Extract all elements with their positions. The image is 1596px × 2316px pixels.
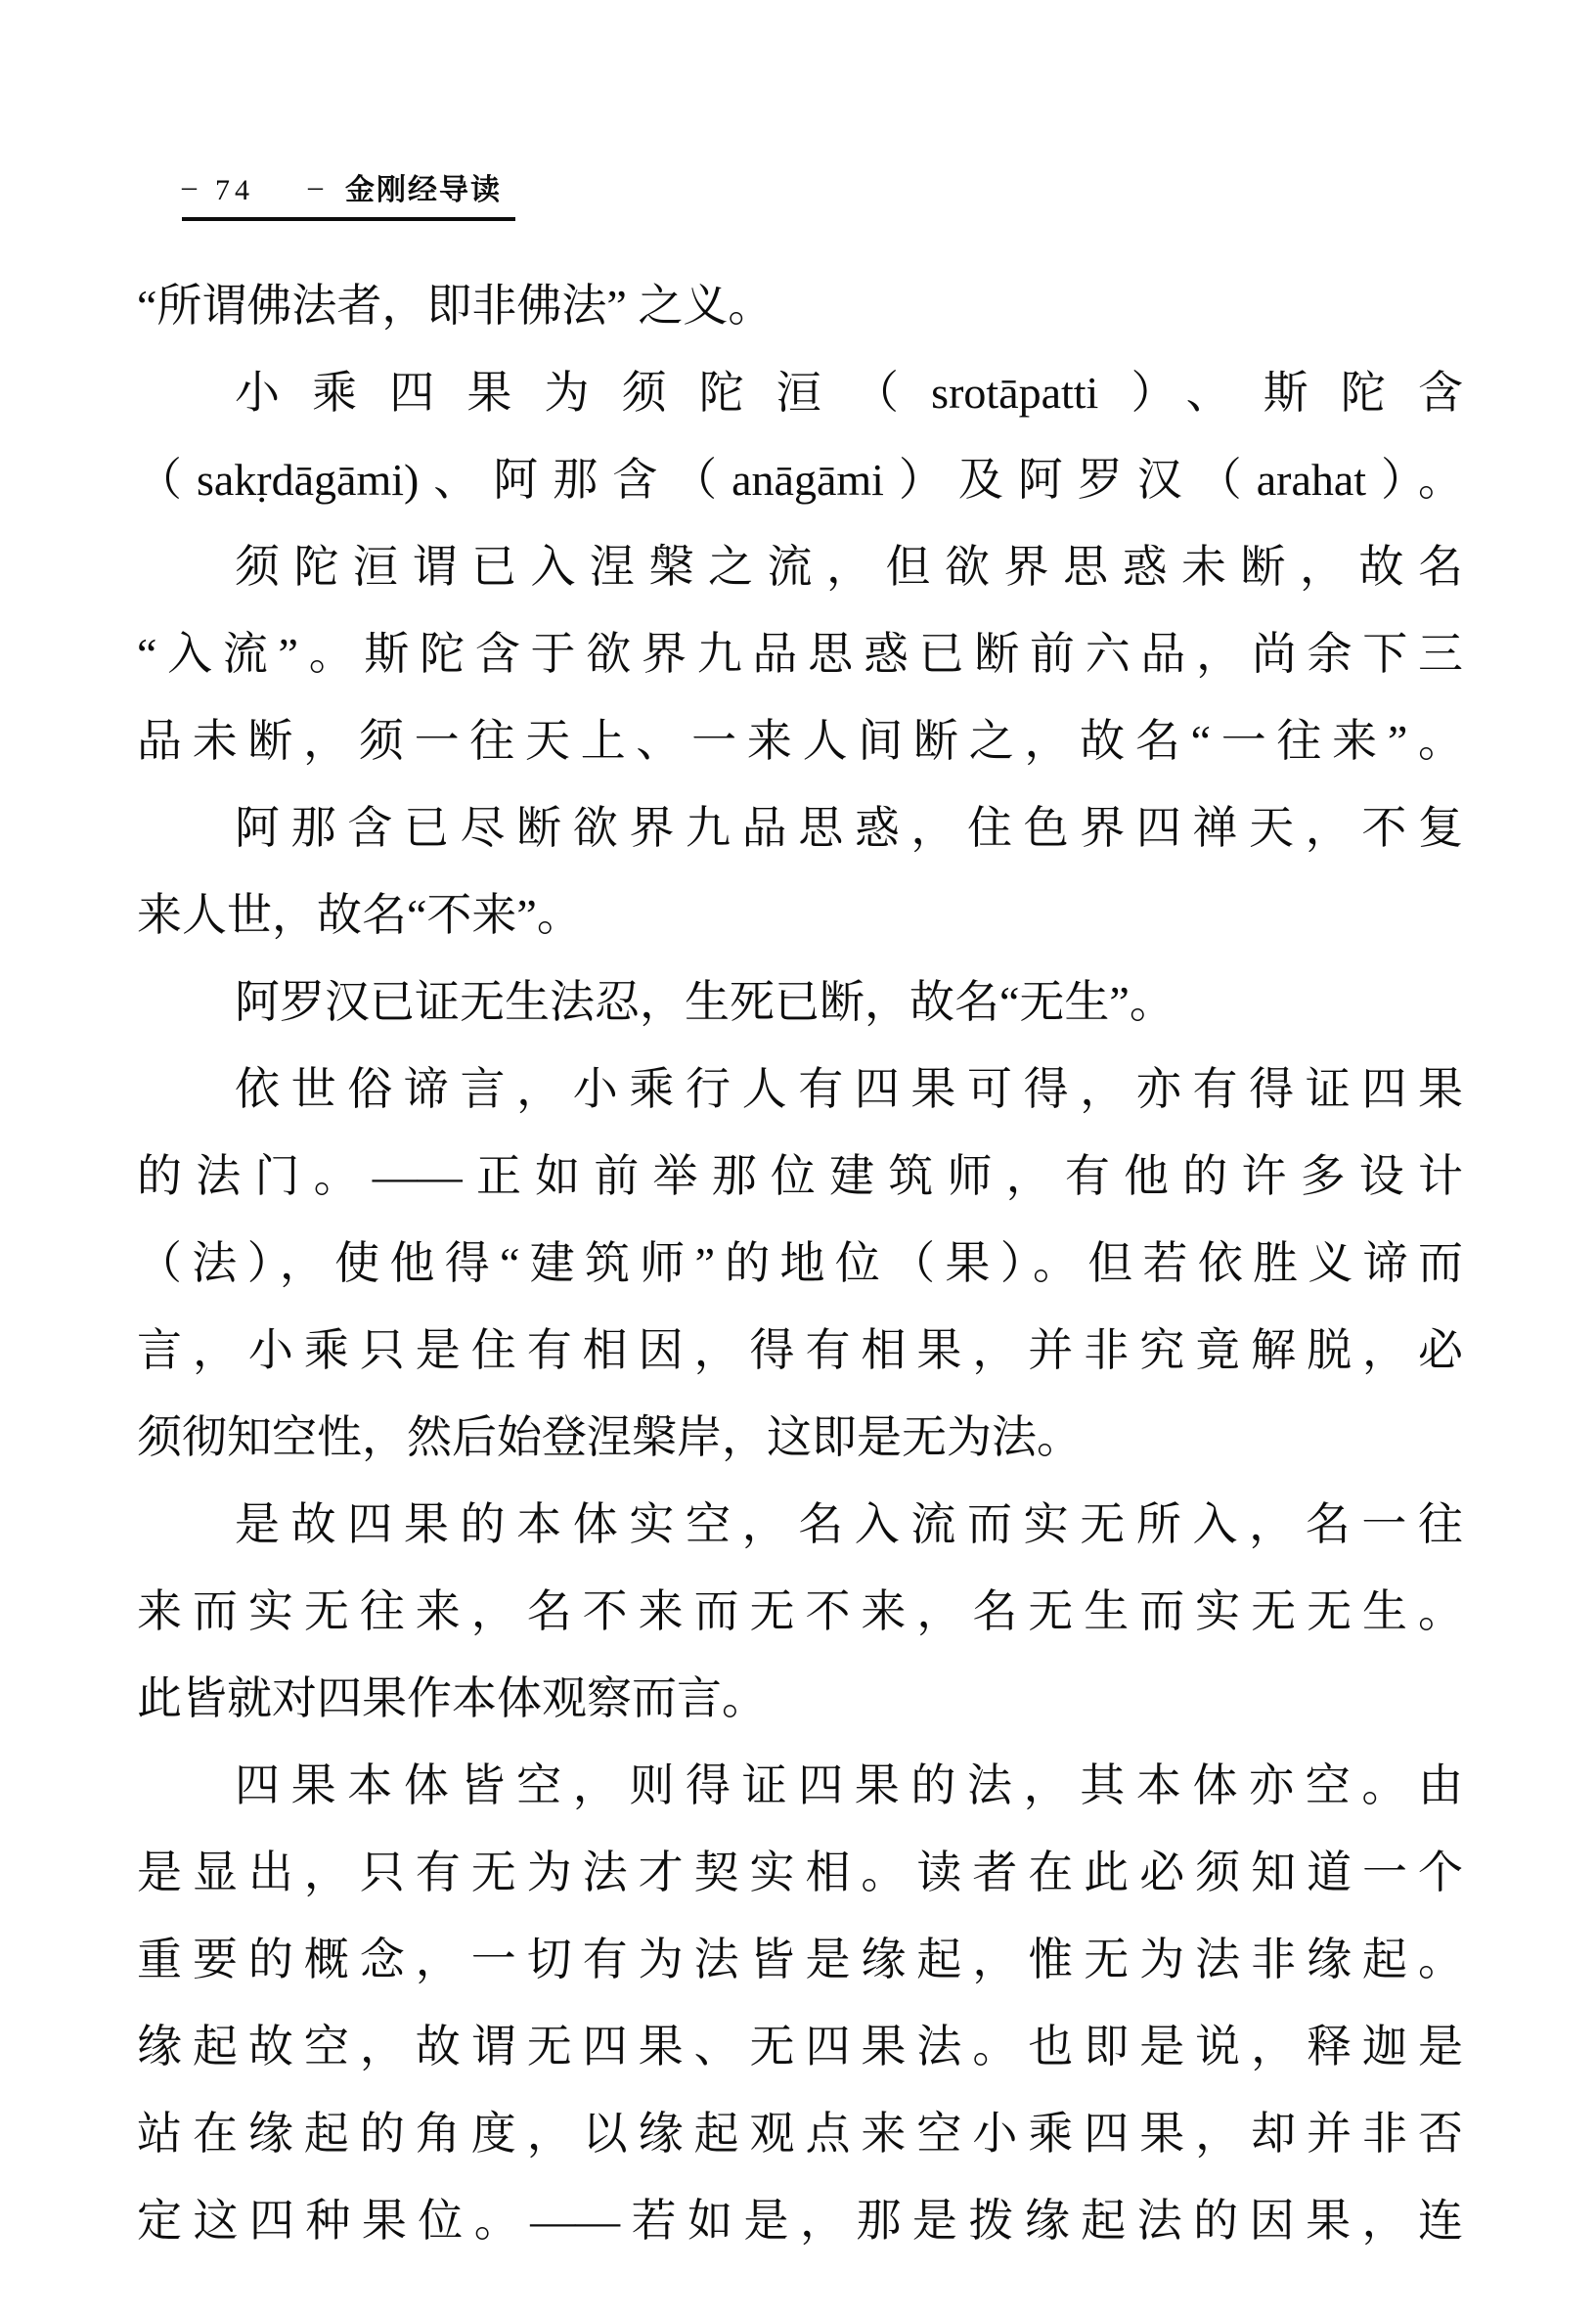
- text-line: 须陀洹谓已入涅槃之流，但欲界思惑未断，故名: [235, 542, 1463, 592]
- text-line: 站在缘起的角度，以缘起观点来空小乘四果，却并非否: [137, 2109, 1463, 2159]
- text-line: 阿罗汉已证无生法忍，生死已断，故名“无生”。: [235, 977, 1175, 1027]
- text-line: 言，小乘只是住有相因，得有相果，并非究竟解脱，必: [137, 1325, 1463, 1375]
- text-line: 来而实无往来，名不来而无不来，名无生而实无无生。: [137, 1586, 1463, 1636]
- text-line: 缘起故空，故谓无四果、无四果法。也即是说，释迦是: [137, 2022, 1463, 2071]
- header-dash-left: –: [182, 170, 198, 202]
- text-line: 来人世，故名“不来”。: [137, 890, 582, 940]
- book-title: 金刚经导读: [345, 174, 502, 206]
- text-line: “入流”。斯陀含于欲界九品思惑已断前六品，尚余下三: [137, 629, 1463, 679]
- page-number: 74: [215, 174, 254, 206]
- text-line: 重要的概念，一切有为法皆是缘起，惟无为法非缘起。: [137, 1935, 1463, 1984]
- text-line: 四果本体皆空，则得证四果的法，其本体亦空。由: [235, 1760, 1463, 1810]
- text-line: 是故四果的本体实空，名入流而实无所入，名一往: [235, 1499, 1463, 1549]
- text-line: 是显出，只有无为法才契实相。读者在此必须知道一个: [137, 1848, 1463, 1897]
- text-line: 小乘四果为须陀洹（srotāpatti）、斯陀含: [235, 368, 1463, 418]
- header-dash-right: –: [308, 170, 324, 202]
- text-line: 的法门。——正如前举那位建筑师，有他的许多设计: [137, 1151, 1463, 1201]
- text-line: 此皆就对四果作本体观察而言。: [137, 1673, 767, 1723]
- text-line: “所谓佛法者，即非佛法” 之义。: [137, 281, 774, 331]
- text-line: 须彻知空性，然后始登涅槃岸，这即是无为法。: [137, 1412, 1082, 1462]
- text-line: （sakṛdāgāmi)、阿那含（anāgāmi）及阿罗汉（arahat）。: [137, 455, 1463, 505]
- text-line: 阿那含已尽断欲界九品思惑，住色界四禅天，不复: [235, 803, 1463, 853]
- text-line: （法），使他得“建筑师”的地位（果）。但若依胜义谛而: [137, 1238, 1463, 1288]
- body-text: [137, 262, 1463, 2264]
- running-head: [182, 170, 515, 221]
- text-line: 品未断，须一往天上、一来人间断之，故名“一往来”。: [137, 716, 1463, 766]
- text-line: 依世俗谛言，小乘行人有四果可得，亦有得证四果: [235, 1064, 1463, 1114]
- text-line: 定这四种果位。——若如是，那是拨缘起法的因果，连: [137, 2196, 1463, 2246]
